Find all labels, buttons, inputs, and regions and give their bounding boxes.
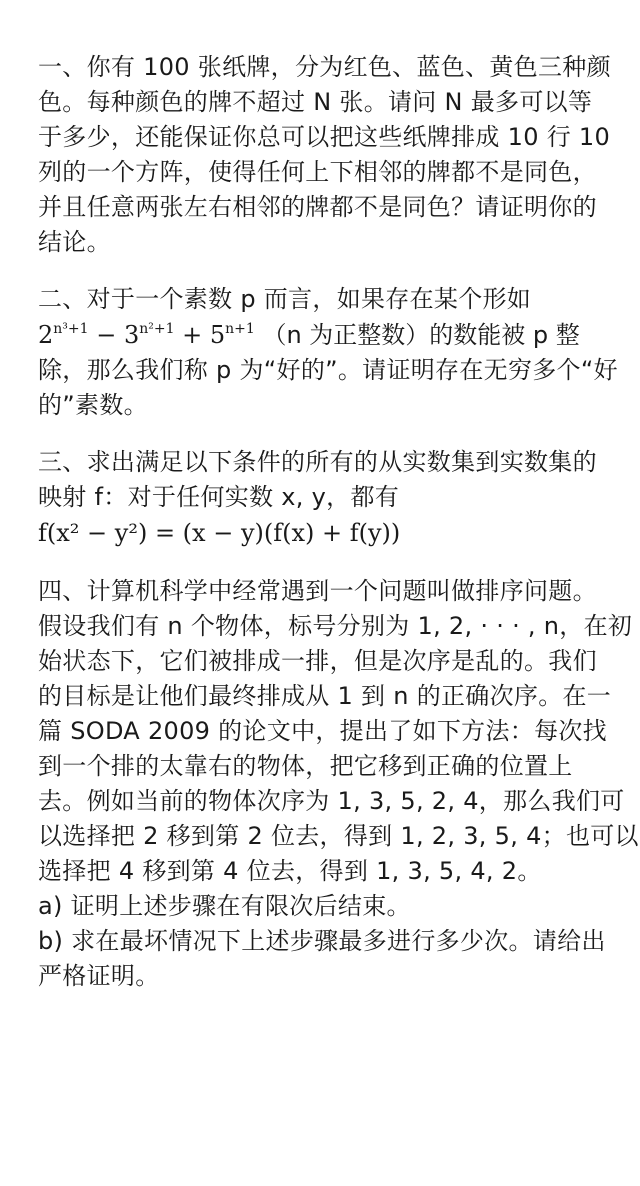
- problem-2-line-tail: （n 为正整数）的数能被 p 整: [262, 321, 580, 349]
- problem-2: [38, 282, 618, 423]
- problem-2-line: 的”素数。: [38, 391, 148, 419]
- problem-4-part-b: b) 求在最坏情况下上述步骤最多进行多少次。请给出: [38, 927, 606, 955]
- problem-4-line: 到一个排的太靠右的物体，把它移到正确的位置上: [38, 752, 573, 780]
- problem-2-line: 除，那么我们称 p 为“好的”。请证明存在无穷多个“好: [38, 356, 618, 384]
- problem-3-line: 三、求出满足以下条件的所有的从实数集到实数集的: [38, 448, 597, 476]
- problem-2-expression-line: [38, 317, 604, 353]
- problem-1-line: 于多少，还能保证你总可以把这些纸牌排成 10 行 10: [38, 123, 611, 151]
- problem-4-line: 选择把 4 移到第 4 位去，得到 1, 3, 5, 4, 2。: [38, 857, 542, 885]
- problem-4-line: 始状态下，它们被排成一排，但是次序是乱的。我们: [38, 647, 597, 675]
- problem-4-line: 篇 SODA 2009 的论文中，提出了如下方法：每次找: [38, 717, 607, 745]
- functional-equation: f(x² − y²) = (x − y)(f(x) + f(y)): [38, 519, 401, 547]
- minus-sign: −: [88, 321, 124, 349]
- problem-4-line: 以选择把 2 移到第 2 位去，得到 1, 2, 3, 5, 4；也可以: [38, 822, 639, 850]
- problem-4-line: 严格证明。: [38, 962, 160, 990]
- problem-4-line: 的目标是让他们最终排成从 1 到 n 的正确次序。在一: [38, 682, 612, 710]
- base-3: 3: [123, 321, 140, 349]
- exponent-1: n³+1: [53, 321, 89, 337]
- exponent-2: n²+1: [139, 321, 175, 337]
- problem-3: [38, 445, 604, 552]
- problem-1-line: 结论。: [38, 228, 111, 256]
- problem-1-line: 并且任意两张左右相邻的牌都不是同色？请证明你的: [38, 193, 597, 221]
- problem-4: [38, 574, 639, 994]
- problem-1-line: 色。每种颜色的牌不超过 N 张。请问 N 最多可以等: [38, 88, 593, 116]
- exponent-3: n+1: [225, 321, 255, 337]
- problem-3-line: 映射 f：对于任何实数 x, y，都有: [38, 483, 400, 511]
- base-2: 2: [38, 321, 54, 349]
- problem-1: [38, 50, 611, 260]
- problem-4-line: 去。例如当前的物体次序为 1, 3, 5, 2, 4，那么我们可: [38, 787, 625, 815]
- problem-1-line: 列的一个方阵，使得任何上下相邻的牌都不是同色，: [38, 158, 597, 186]
- problem-4-part-a: a) 证明上述步骤在有限次后结束。: [38, 892, 411, 920]
- plus-sign: +: [174, 321, 210, 349]
- problem-4-line: 假设我们有 n 个物体，标号分别为 1, 2, · · · , n，在初: [38, 612, 633, 640]
- power-expression: [38, 321, 255, 349]
- base-5: 5: [209, 321, 226, 349]
- problem-1-line: 一、你有 100 张纸牌，分为红色、蓝色、黄色三种颜: [38, 53, 611, 81]
- problem-4-line: 四、计算机科学中经常遇到一个问题叫做排序问题。: [38, 577, 597, 605]
- problem-2-line: 二、对于一个素数 p 而言，如果存在某个形如: [38, 285, 532, 313]
